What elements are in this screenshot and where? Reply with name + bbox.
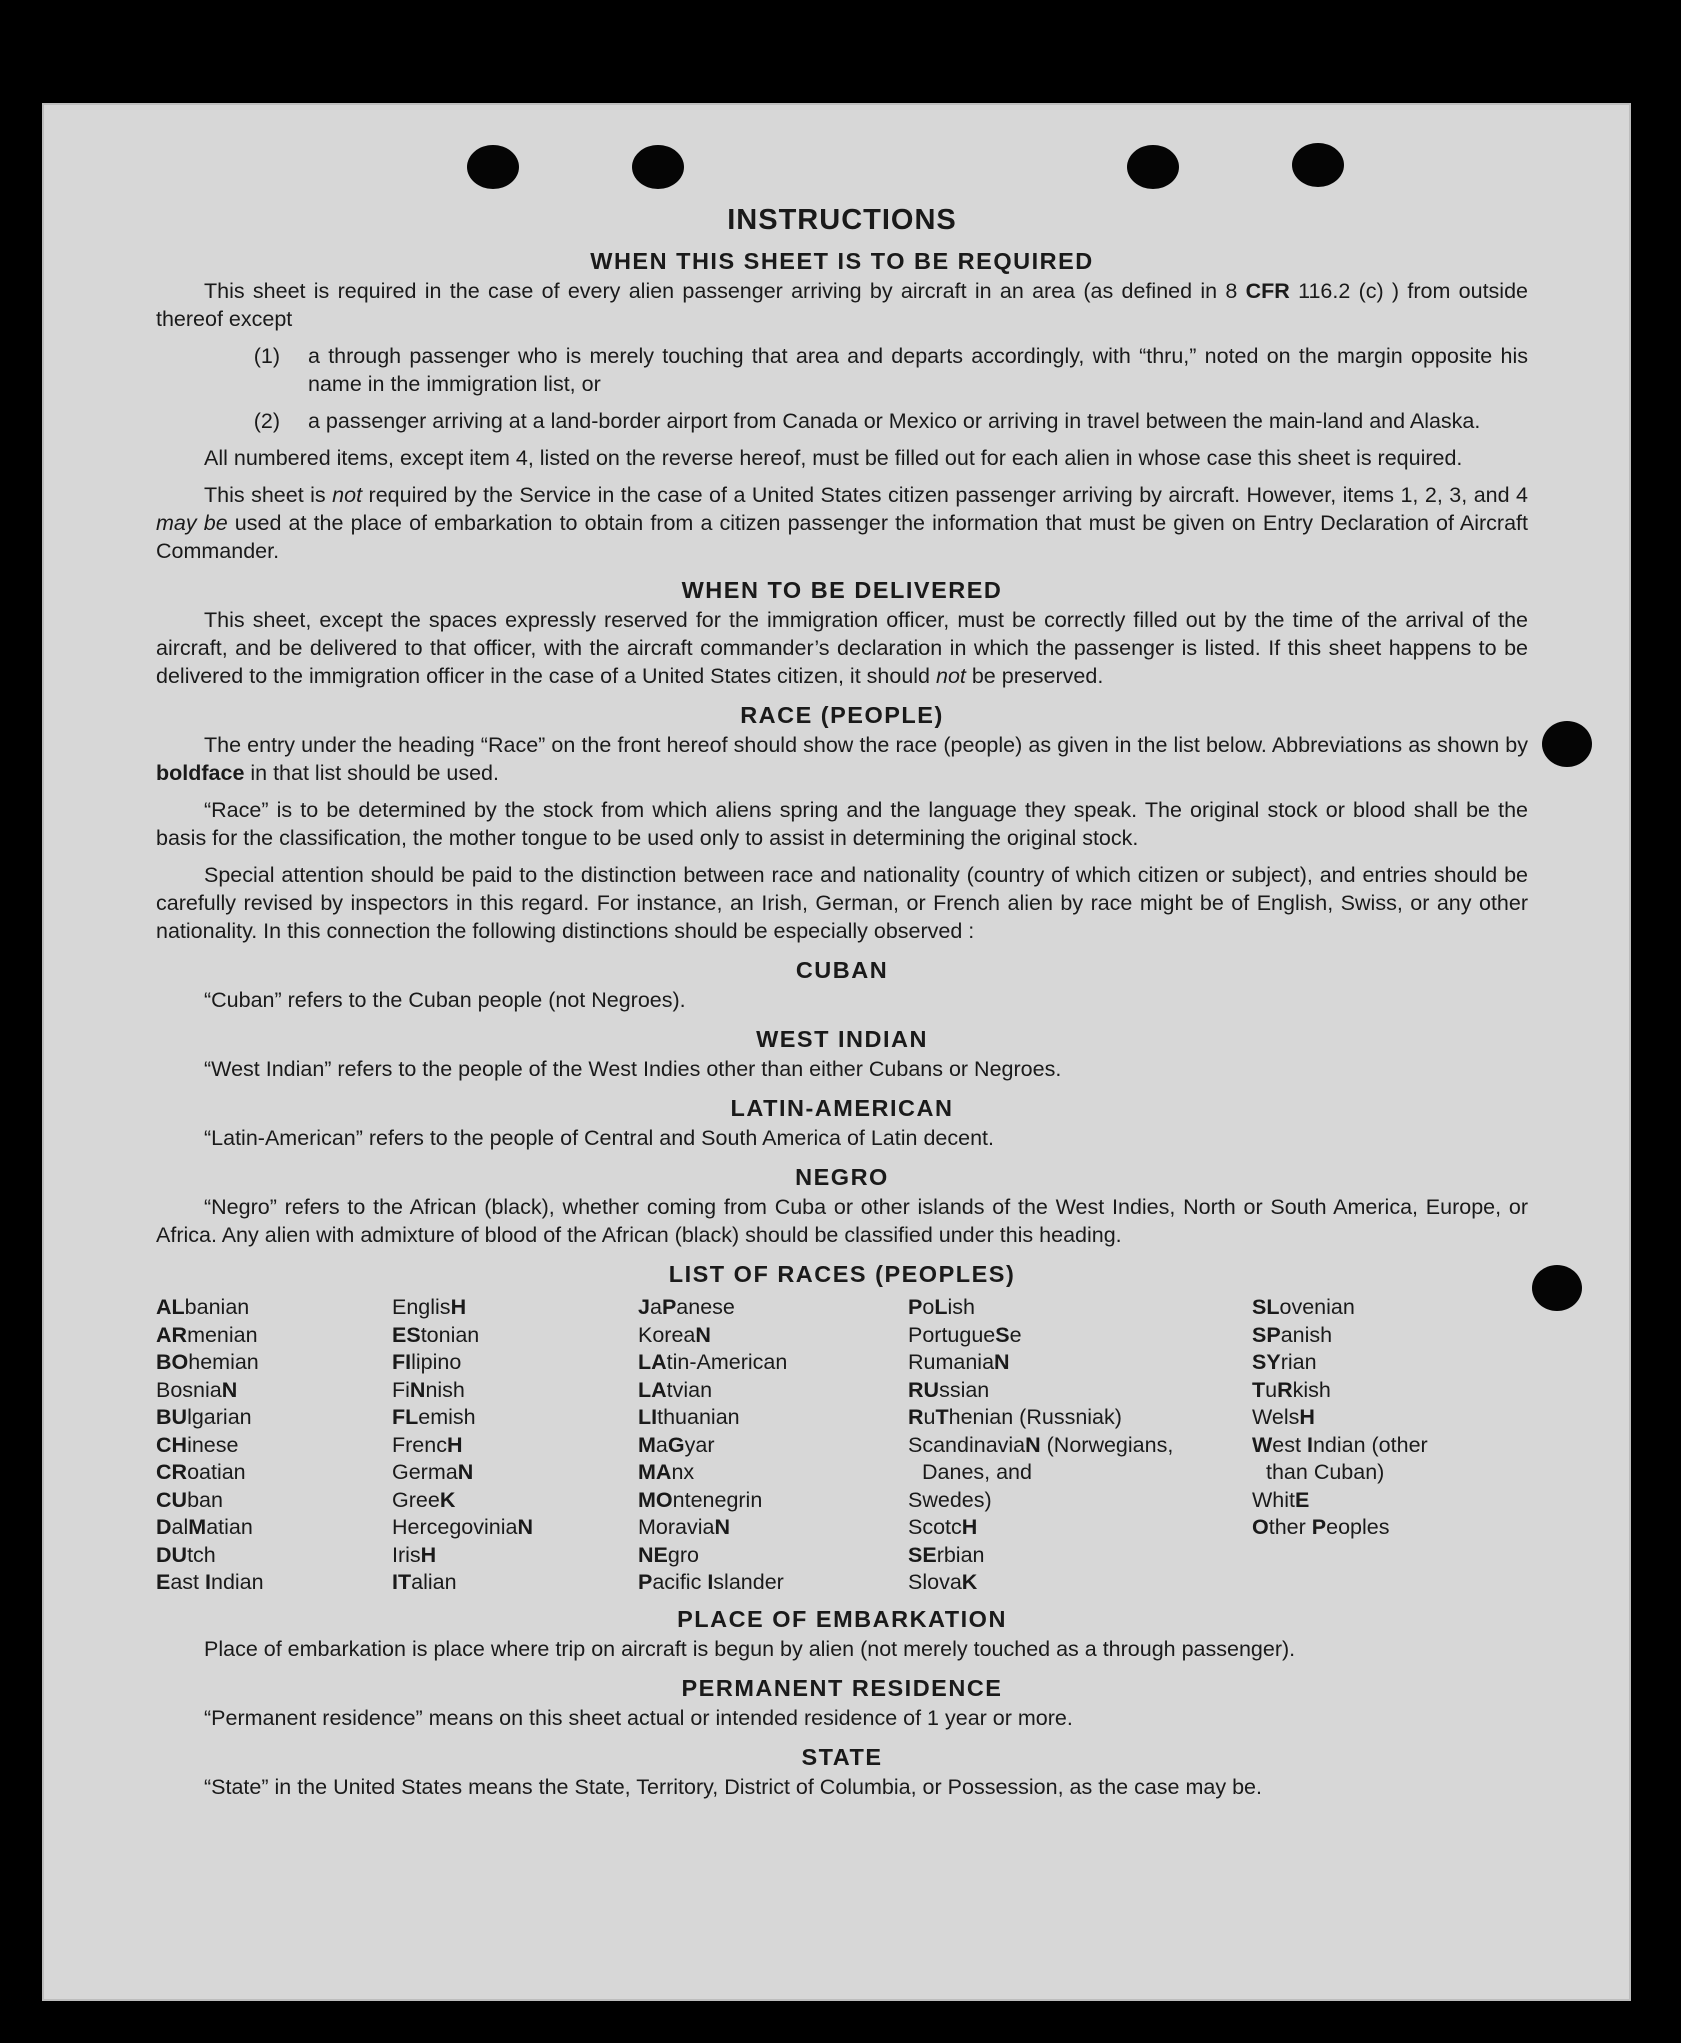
race-entry: East Indian bbox=[156, 1570, 264, 1594]
exception-item-1 bbox=[156, 342, 1528, 398]
punch-hole bbox=[1532, 1265, 1582, 1311]
paragraph-race-entry: The entry under the heading “Race” on the front hereof should show the race (people) as given in the list below. Abbreviations as shown by boldface in that list should be used. bbox=[156, 733, 1528, 785]
race-entry: KoreaN bbox=[638, 1322, 711, 1347]
paragraph-race-nationality: Special attention should be paid to the distinction between race and nationality (country of which citizen or subject), and entries should be carefully revised by inspectors in this regard. For instance, an Irish, German, or French alien by race might be of English, Swiss, or any other nationality. In this connection the following distinctions should be especially observed : bbox=[156, 863, 1528, 943]
race-entry: SYrian bbox=[1252, 1350, 1317, 1374]
race-entry: NEgro bbox=[638, 1542, 699, 1567]
document-sheet bbox=[42, 103, 1631, 2001]
race-entry: PoLish bbox=[908, 1295, 975, 1319]
paragraph-race-stock: “Race” is to be determined by the stock from which aliens spring and the language they speak. The original stock or blood shall be the basis for the classification, the mother tongue to be used only to assist in determining the original stock. bbox=[156, 798, 1528, 850]
race-entry: DUtch bbox=[156, 1542, 216, 1567]
race-entry: FLemish bbox=[392, 1405, 476, 1429]
race-entry: MoraviaN bbox=[638, 1515, 730, 1539]
race-entry: JaPanese bbox=[638, 1295, 735, 1319]
race-entry: EnglisH bbox=[392, 1295, 467, 1319]
race-entry: Swedes) bbox=[908, 1487, 992, 1512]
race-column bbox=[1252, 1294, 1512, 1597]
race-entry: SErbian bbox=[908, 1542, 985, 1567]
paragraph-when-delivered: This sheet, except the spaces expressly reserved for the immigration officer, must be correctly filled out by the time of the arrival of the aircraft, and be delivered to that officer, with the aircraft commander’s declaration in which the passenger is listed. If this sheet happens to be delivered to the immigration officer in the case of a United States citizen, it should not be preserved. bbox=[156, 608, 1528, 688]
exception-item-2 bbox=[156, 407, 1528, 435]
instructions-content bbox=[156, 203, 1528, 1810]
race-entry: FiNnish bbox=[392, 1377, 465, 1402]
race-entry: LIthuanian bbox=[638, 1405, 740, 1429]
paragraph-latin-american: “Latin-American” refers to the people of Central and South America of Latin decent. bbox=[204, 1126, 994, 1150]
race-entry: RuThenian (Russniak) bbox=[908, 1405, 1122, 1429]
race-entry: Other Peoples bbox=[1252, 1515, 1390, 1539]
race-entry: PortugueSe bbox=[908, 1322, 1022, 1347]
race-column bbox=[156, 1294, 392, 1597]
race-entry: BOhemian bbox=[156, 1350, 259, 1374]
item-number: (2) bbox=[253, 409, 280, 433]
paragraph-numbered-items: All numbered items, except item 4, listed on the reverse hereof, must be filled out for each alien in whose case this sheet is required. bbox=[204, 446, 1463, 470]
race-entry: TuRkish bbox=[1252, 1377, 1331, 1402]
document-title: INSTRUCTIONS bbox=[727, 204, 957, 236]
item-text: a through passenger who is merely touching that area and departs accordingly, with “thru,” noted on the margin opposite his name in the immigration list, or bbox=[308, 344, 1528, 396]
paragraph-cuban: “Cuban” refers to the Cuban people (not Negroes). bbox=[204, 988, 686, 1012]
race-entry: FIlipino bbox=[392, 1350, 462, 1374]
heading-west-indian: WEST INDIAN bbox=[756, 1026, 928, 1052]
paragraph-permanent-residence: “Permanent residence” means on this sheet actual or intended residence of 1 year or more. bbox=[204, 1705, 1073, 1730]
race-entry: GermaN bbox=[392, 1460, 474, 1484]
race-column bbox=[638, 1294, 908, 1597]
race-entry: Danes, and bbox=[922, 1460, 1032, 1484]
heading-state: STATE bbox=[801, 1743, 883, 1770]
race-entry: RumaniaN bbox=[908, 1350, 1010, 1374]
paragraph-embarkation: Place of embarkation is place where trip on aircraft is begun by alien (not merely touched as a through passenger). bbox=[204, 1636, 1296, 1661]
race-entry: ScotcH bbox=[908, 1515, 978, 1539]
paragraph-when-required-intro: This sheet is required in the case of every alien passenger arriving by aircraft in an area (as defined in 8 CFR 116.2 (c) ) from outside thereof except bbox=[156, 279, 1528, 331]
race-entry: DalMatian bbox=[156, 1515, 253, 1539]
race-entry: than Cuban) bbox=[1266, 1460, 1385, 1484]
race-column bbox=[908, 1294, 1252, 1597]
race-entry: FrencH bbox=[392, 1432, 463, 1457]
heading-when-delivered: WHEN TO BE DELIVERED bbox=[681, 577, 1003, 603]
heading-list-of-races: LIST OF RACES (PEOPLES) bbox=[668, 1261, 1016, 1287]
heading-race: RACE (PEOPLE) bbox=[740, 702, 944, 728]
race-entry: CHinese bbox=[156, 1432, 239, 1457]
heading-when-required: WHEN THIS SHEET IS TO BE REQUIRED bbox=[590, 248, 1094, 274]
paragraph-west-indian: “West Indian” refers to the people of the West Indies other than either Cubans or Negroes. bbox=[204, 1057, 1062, 1081]
race-entry: SPanish bbox=[1252, 1322, 1333, 1347]
race-entry: CRoatian bbox=[156, 1460, 246, 1484]
race-entry: Pacific Islander bbox=[638, 1570, 784, 1594]
race-entry: CUban bbox=[156, 1487, 223, 1512]
item-number: (1) bbox=[253, 344, 280, 368]
race-entry: LAtvian bbox=[638, 1377, 713, 1402]
race-entry: SLovenian bbox=[1252, 1295, 1355, 1319]
punch-hole bbox=[1292, 143, 1344, 187]
race-entry: EStonian bbox=[392, 1322, 480, 1347]
race-entry: ScandinaviaN (Norwegians, bbox=[908, 1432, 1174, 1457]
race-entry: MOntenegrin bbox=[638, 1487, 763, 1512]
race-entry: LAtin-American bbox=[638, 1350, 788, 1374]
punch-hole bbox=[632, 145, 684, 189]
race-entry: BosniaN bbox=[156, 1377, 238, 1402]
race-entry: West Indian (other bbox=[1252, 1432, 1428, 1457]
race-entry: IrisH bbox=[392, 1542, 437, 1567]
race-entry: ARmenian bbox=[156, 1322, 258, 1347]
race-list bbox=[156, 1294, 1528, 1597]
punch-hole bbox=[467, 145, 519, 189]
item-text: a passenger arriving at a land-border airport from Canada or Mexico or arriving in travel between the main-land and Alaska. bbox=[308, 409, 1481, 433]
race-column bbox=[392, 1294, 638, 1597]
race-entry: BUlgarian bbox=[156, 1405, 252, 1429]
race-entry: HercegoviniaN bbox=[392, 1515, 534, 1539]
heading-negro: NEGRO bbox=[795, 1164, 889, 1190]
race-entry: GreeK bbox=[392, 1487, 456, 1512]
race-entry: SlovaK bbox=[908, 1570, 978, 1594]
heading-embarkation: PLACE OF EMBARKATION bbox=[677, 1605, 1007, 1632]
paragraph-negro: “Negro” refers to the African (black), whether coming from Cuba or other islands of the West Indies, North or South America, Europe, or Africa. Any alien with admixture of blood of the African (black) should be classified under this heading. bbox=[156, 1195, 1528, 1247]
race-entry: WelsH bbox=[1252, 1405, 1315, 1429]
heading-permanent-residence: PERMANENT RESIDENCE bbox=[681, 1674, 1003, 1701]
paragraph-state: “State” in the United States means the State, Territory, District of Columbia, or Possession, as the case may be. bbox=[204, 1774, 1262, 1799]
race-entry: MAnx bbox=[638, 1460, 695, 1484]
race-entry: ITalian bbox=[392, 1570, 457, 1594]
heading-latin-american: LATIN-AMERICAN bbox=[730, 1095, 954, 1121]
punch-hole bbox=[1542, 721, 1592, 767]
punch-hole bbox=[1127, 145, 1179, 189]
race-entry: MaGyar bbox=[638, 1432, 715, 1457]
race-entry: WhitE bbox=[1252, 1487, 1310, 1512]
heading-cuban: CUBAN bbox=[795, 957, 889, 983]
race-entry: ALbanian bbox=[156, 1295, 250, 1319]
paragraph-citizen: This sheet is not required by the Service in the case of a United States citizen passenger arriving by aircraft. However, items 1, 2, 3, and 4 may be used at the place of embarkation to obtain from a citizen passenger the information that must be given on Entry Declaration of Aircraft Commander. bbox=[156, 483, 1528, 563]
race-entry: RUssian bbox=[908, 1377, 990, 1402]
